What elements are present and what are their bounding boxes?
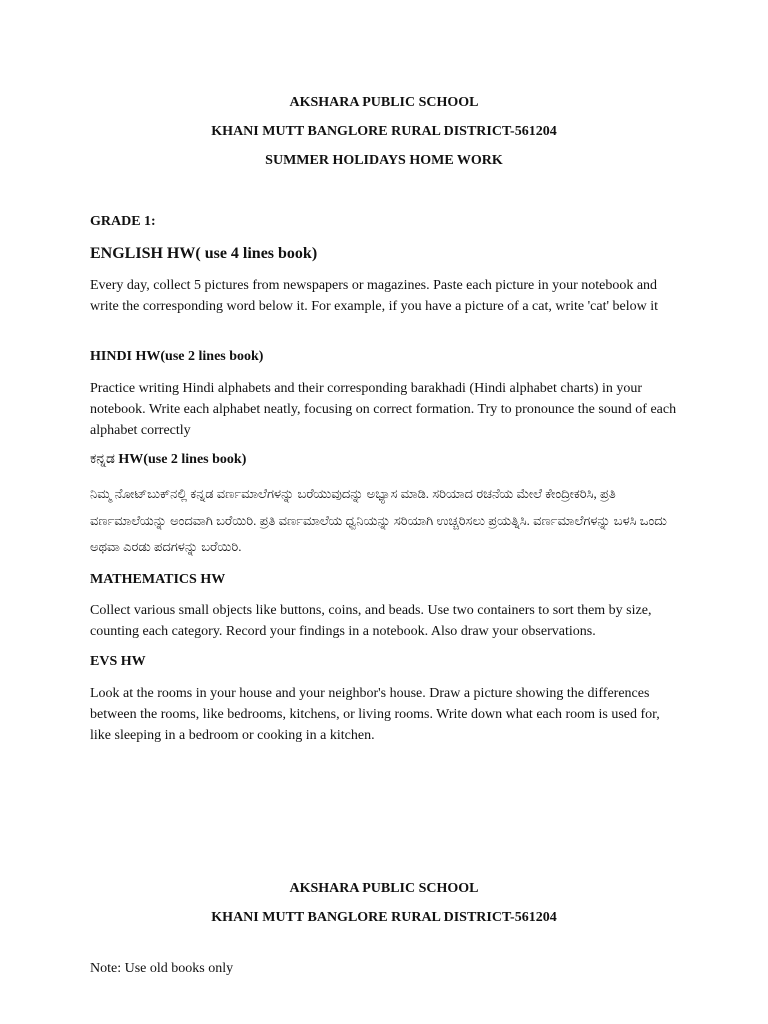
kannada-label: ಕನ್ನಡ [90, 452, 115, 467]
hindi-body: Practice writing Hindi alphabets and their corresponding barakhadi (Hindi alphabet charts) in your notebook. Write each alphabet neatly, focusing on correct formation. Try to pronounce the sound of each alphabet correctly [90, 381, 677, 438]
kannada-body: ನಿಮ್ಮ ನೋಟ್‌ಬುಕ್‌ನಲ್ಲಿ ಕನ್ನಡ ವರ್ಣಮಾಲೆಗಳನ್ನು ಬರೆಯುವುದನ್ನು ಅಭ್ಯಾಸ ಮಾಡಿ. ಸರಿಯಾದ ರಚನೆಯ ಮೇಲೆ ಕೇಂದ್ರೀಕರಿಸಿ, ಪ್ರತಿ ವರ್ಣಮಾಲೆಯನ್ನು ಅಂದವಾಗಿ ಬರೆಯಿರಿ. ಪ್ರತಿ ವರ್ಣಮಾಲೆಯ ಧ್ವನಿಯನ್ನು ಸರಿಯಾಗಿ ಉಚ್ಚರಿಸಲು ಪ್ರಯತ್ನಿಸಿ. ವರ್ಣಮಾಲೆಗಳನ್ನು ಬಳಸಿ ಒಂದು ಅಥವಾ ಎರಡು ಪದಗಳನ್ನು ಬರೆಯಿರಿ. [90, 486, 667, 554]
mathematics-heading: MATHEMATICS HW [90, 572, 226, 587]
footer-school-name: AKSHARA PUBLIC SCHOOL [289, 881, 479, 896]
document-subject: SUMMER HOLIDAYS HOME WORK [265, 153, 503, 168]
kannada-heading [90, 451, 680, 469]
hindi-heading: HINDI HW(use 2 lines book) [90, 349, 264, 364]
mathematics-body: Collect various small objects like buttons, coins, and beads. Use two containers to sort them by size, counting each category. Record your findings in a notebook. Also draw your observations. [90, 603, 652, 639]
english-body: Every day, collect 5 pictures from newspapers or magazines. Paste each picture in your notebook and write the corresponding word below it. For example, if you have a picture of a cat, write 'cat' below it [90, 278, 658, 314]
grade-label: GRADE 1: [90, 214, 156, 229]
kannada-heading-text: HW(use 2 lines book) [118, 452, 247, 467]
english-heading: ENGLISH HW( use 4 lines book) [90, 245, 318, 262]
footer-school-address: KHANI MUTT BANGLORE RURAL DISTRICT-561204 [211, 910, 557, 925]
evs-heading: EVS HW [90, 654, 146, 669]
school-address: KHANI MUTT BANGLORE RURAL DISTRICT-561204 [211, 124, 557, 139]
footer-note: Note: Use old books only [90, 961, 234, 976]
evs-body: Look at the rooms in your house and your neighbor's house. Draw a picture showing the differences between the rooms, like bedrooms, kitchens, or living rooms. Write down what each room is used for, like sleeping in a bedroom or cooking in a kitchen. [90, 686, 660, 743]
school-name: AKSHARA PUBLIC SCHOOL [289, 95, 479, 110]
